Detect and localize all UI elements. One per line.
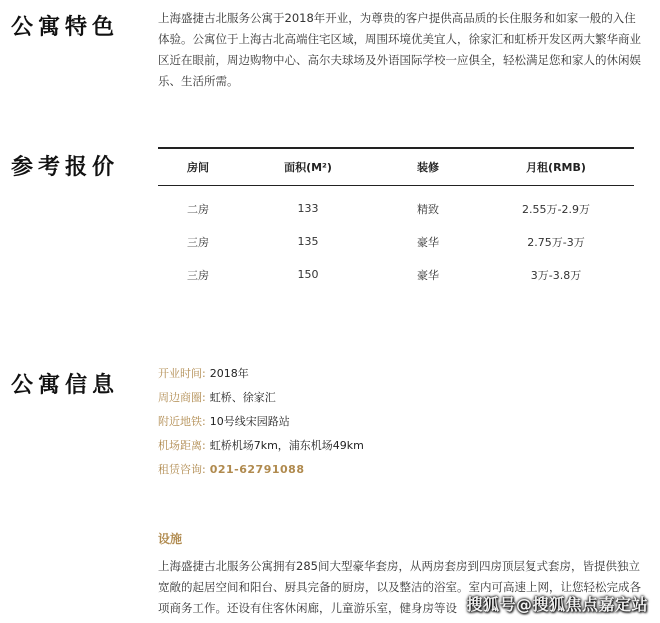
watermark: 搜狐号@搜狐焦点嘉定站 <box>466 595 648 614</box>
cell-area: 133 <box>297 202 319 215</box>
features-paragraph: 上海盛捷古北服务公寓于2018年开业，为尊贵的客户提供高品质的长住服务和如家一般的入住体验。公寓位于上海古北高端住宅区域，周围环境优美宜人，徐家汇和虹桥开发区两大繁华商业区近在眼前，周边购物中心、高尔夫球场及外语国际学校一应俱全，轻松满足您和家人的休闲娱乐、生活所需。 <box>158 11 641 88</box>
info-value: 10号线宋园路站 <box>209 415 290 428</box>
facilities-title: 设施 <box>158 532 183 546</box>
info-item-business-district <box>158 386 364 410</box>
info-label: 租赁咨询: <box>158 463 206 476</box>
info-item-opening <box>158 362 364 386</box>
cell-area: 150 <box>297 268 319 281</box>
info-value: 2018年 <box>209 367 249 380</box>
section-title-features: 公寓特色 <box>11 15 120 40</box>
col-header-decor: 装修 <box>378 148 478 186</box>
facilities-paragraph: 上海盛捷古北服务公寓拥有285间大型豪华套房，从两房套房到四房顶层复式套房，皆提供独立宽敞的起居空间和阳台、厨具完备的厨房，以及整洁的浴室。室内可高速上网，让您轻松完成各项商务工作。还设有住客休闲廊，儿童游乐室，健身房等设 <box>158 559 641 615</box>
info-value: 虹桥、徐家汇 <box>209 391 276 404</box>
col-header-area: 面积(M²) <box>238 148 378 186</box>
cell-room: 三房 <box>187 268 209 282</box>
cell-rent: 2.55万-2.9万 <box>522 202 590 216</box>
info-list <box>158 362 364 482</box>
cell-rent: 3万-3.8万 <box>530 268 582 282</box>
price-table-header <box>158 148 634 186</box>
info-item-airport <box>158 434 364 458</box>
info-item-metro <box>158 410 364 434</box>
cell-rent: 2.75万-3万 <box>527 235 585 249</box>
section-title-info: 公寓信息 <box>11 373 120 398</box>
info-label: 开业时间: <box>158 367 206 380</box>
info-value: 虹桥机场7km，浦东机场49km <box>209 439 364 452</box>
info-label: 周边商圈: <box>158 391 206 404</box>
info-label: 附近地铁: <box>158 415 206 428</box>
info-label: 机场距离: <box>158 439 206 452</box>
table-row <box>158 186 634 226</box>
table-row <box>158 225 634 258</box>
section-title-price: 参考报价 <box>11 155 120 180</box>
cell-room: 三房 <box>187 235 209 249</box>
cell-room: 二房 <box>187 202 209 216</box>
cell-decor: 豪华 <box>417 235 439 249</box>
col-header-rent: 月租(RMB) <box>478 148 634 186</box>
cell-decor: 精致 <box>417 202 439 216</box>
phone-number[interactable]: 021-62791088 <box>209 463 305 476</box>
col-header-room: 房间 <box>158 148 238 186</box>
table-row <box>158 258 634 291</box>
info-item-phone <box>158 458 364 482</box>
cell-area: 135 <box>297 235 319 248</box>
price-table <box>158 147 634 291</box>
cell-decor: 豪华 <box>417 268 439 282</box>
